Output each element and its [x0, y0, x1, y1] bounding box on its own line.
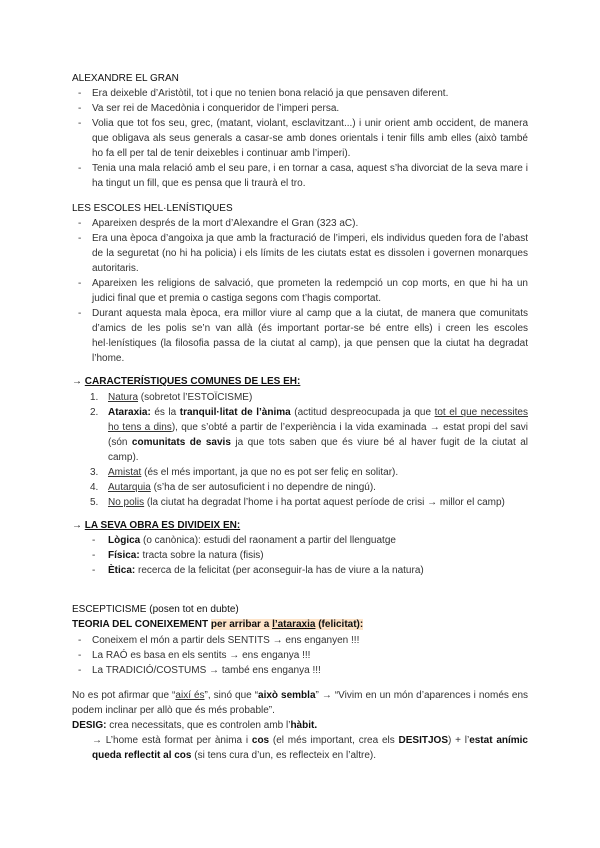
item-term: Natura: [108, 392, 139, 403]
item-text: ja que tots saben que és viure bé al haver fugit de la ciutat al camp).: [108, 437, 529, 463]
item-emphasis: tranquil·litat de l’ànima: [179, 407, 291, 418]
teoria-heading: [72, 617, 528, 632]
item-term: Ataraxia:: [108, 407, 151, 418]
list-item: [72, 495, 528, 510]
item-text: La TRADICIÓ/COSTUMS → també ens enganya !!!: [92, 665, 321, 676]
item-underline: tot el que necessites ho tens a dins: [108, 407, 528, 433]
section-title: LES ESCOLES HEL·LENÍSTIQUES: [72, 203, 233, 214]
item-text: (actitud despreocupada ja que: [290, 407, 435, 418]
section-obra: [72, 518, 528, 578]
item-text: recerca de la felicitat (per aconseguir-la has de viure a la natura): [135, 565, 424, 576]
numbered-list: [72, 390, 528, 510]
bullet-list: [72, 533, 528, 578]
list-item: [72, 216, 528, 231]
item-term: Ètica:: [108, 565, 136, 576]
list-item: [72, 276, 528, 306]
list-item: [72, 533, 528, 548]
item-text: (la ciutat ha degradat l’home i ha portat aquest període de crisi → millor el camp): [144, 497, 505, 508]
item-text: Va ser rei de Macedònia i conqueridor de l’imperi persa.: [92, 103, 340, 114]
item-text: Durant aquesta mala època, era millor viure al camp que a la ciutat, de manera que comunitats d’amics de les polis se’n van allà (és important portar-se bé entre ells) i creen les escoles hel·lenístiques (la filosofia passa de la ciutat al camp), ja que pensen que la ciutat ha degradat l’home.: [92, 308, 528, 364]
item-text: Era deixeble d’Aristòtil, tot i que no tenien bona relació ja que pensaven diferent.: [92, 88, 449, 99]
section-title: ALEXANDRE EL GRAN: [72, 73, 179, 84]
item-text: tracta sobre la natura (fisis): [139, 550, 264, 561]
item-text: Volia que tot fos seu, grec, (matant, violant, esclavitzant...) i unir orient amb occident, de manera que obligava als seus generals a casar-se amb dones orientals i tenir fills amb elles (això també ho fa ell per tal de tenir deixebles i continuar amb l’imperi).: [92, 118, 528, 159]
para-text: crea necessitats, que es controlen amb l’: [106, 720, 291, 731]
item-term: Autarquia: [108, 482, 151, 493]
para-text: → L’home està format per ànima i: [92, 735, 252, 746]
item-text: Coneixem el món a partir dels SENTITS → ens enganyen !!!: [92, 635, 360, 646]
list-item: [72, 480, 528, 495]
bullet-marker: -: [78, 118, 82, 129]
bullet-marker: -: [92, 550, 96, 561]
paragraph-desig: [72, 718, 528, 733]
section-title-text: LA SEVA OBRA ES DIVIDEIX EN:: [84, 520, 241, 531]
list-item: [72, 563, 528, 578]
item-text: La RAÓ es basa en els sentits → ens enganya !!!: [92, 650, 311, 661]
section-escoles: [72, 201, 528, 366]
para-underline: així és: [175, 690, 205, 701]
bullet-marker: -: [78, 88, 82, 99]
arrow-icon: →: [72, 376, 82, 387]
section-title-text: CARACTERÍSTIQUES COMUNES DE LES EH:: [84, 376, 301, 387]
section-alexandre: [72, 71, 528, 191]
bullet-marker: -: [78, 103, 82, 114]
para-text: No es pot afirmar que “: [72, 690, 176, 701]
highlighted-text: [211, 619, 363, 630]
para-emphasis: això sembla: [258, 690, 316, 701]
list-item: [72, 231, 528, 276]
section-title: ESCEPTICISME (posen tot en dubte): [72, 604, 239, 615]
item-number: 3.: [90, 467, 99, 478]
list-item: [72, 548, 528, 563]
para-text: ”, sinó que “: [204, 690, 259, 701]
item-text: (s’ha de ser autosuficient i no dependre de ningú).: [150, 482, 376, 493]
item-text: (o canònica): estudi del raonament a partir del llenguatge: [140, 535, 396, 546]
list-item: [72, 465, 528, 480]
bullet-marker: -: [78, 665, 82, 676]
item-text: (sobretot l’ESTOÏCISME): [138, 392, 253, 403]
para-emphasis: hàbit.: [290, 720, 318, 731]
item-text: Apareixen després de la mort d’Alexandre el Gran (323 aC).: [92, 218, 359, 229]
bullet-marker: -: [78, 163, 82, 174]
list-item: [72, 405, 528, 465]
para-text: (el més important, crea els: [269, 735, 399, 746]
paragraph-home: [92, 733, 528, 763]
bullet-marker: -: [78, 650, 82, 661]
item-text: (és el més important, ja que no es pot ser feliç en solitar).: [141, 467, 399, 478]
section-caracteristiques: [72, 374, 528, 510]
item-text: Tenia una mala relació amb el seu pare, i en tornar a casa, aquest s’ha divorciat de la seva mare i ha tingut un fill, que es pensa que li traurà el tro.: [92, 163, 528, 189]
highlight-part: per arribar a: [210, 619, 273, 630]
list-item: [72, 116, 528, 161]
document-body: [72, 71, 528, 763]
item-term: Física:: [108, 550, 140, 561]
item-emphasis: comunitats de savis: [131, 437, 231, 448]
item-number: 1.: [90, 392, 99, 403]
paragraph-afirmar: [72, 688, 528, 718]
section-title: [72, 518, 528, 533]
list-item: [72, 161, 528, 191]
arrow-icon: →: [72, 520, 82, 531]
item-number: 2.: [90, 407, 99, 418]
item-text: Era una època d’angoixa ja que amb la fracturació de l’imperi, els individus queden fora de l’abast de la seguretat (no hi ha policia) i els límits de les ciutats estat es dissolen i governen monarques autoritaris.: [92, 233, 528, 274]
item-number: 4.: [90, 482, 99, 493]
list-item: [72, 633, 528, 648]
item-text: Apareixen les religions de salvació, que prometen la redempció un cop morts, en que hi ha un judici final que et premia o castiga segons com t’hagis comportat.: [92, 278, 528, 304]
item-number: 5.: [90, 497, 99, 508]
item-text: és la: [150, 407, 180, 418]
list-item: [72, 86, 528, 101]
list-item: [72, 648, 528, 663]
bullet-marker: -: [78, 218, 82, 229]
bullet-list: [72, 86, 528, 191]
list-item: [72, 306, 528, 366]
section-title: [72, 374, 528, 389]
item-term: No polis: [108, 497, 145, 508]
item-term: Amistat: [108, 467, 142, 478]
bullet-list: [72, 633, 528, 678]
para-emphasis: estat anímic queda reflectit al cos: [92, 735, 528, 761]
bullet-marker: -: [78, 635, 82, 646]
bullet-marker: -: [78, 233, 82, 244]
para-emphasis: cos: [251, 735, 270, 746]
list-item: [72, 663, 528, 678]
para-text: (si tens cura d’un, es reflecteix en l’altre).: [191, 750, 377, 761]
para-emphasis: DESITJOS: [398, 735, 448, 746]
para-text: ” → “Vivim en un món d’aparences i només ens podem inclinar per allò que és més probable”.: [72, 690, 529, 716]
bullet-marker: -: [92, 565, 96, 576]
para-text: ) + l’: [448, 735, 470, 746]
bullet-marker: -: [92, 535, 96, 546]
highlight-part: (felicitat):: [315, 619, 364, 630]
bullet-marker: -: [78, 278, 82, 289]
para-label: DESIG:: [72, 720, 107, 731]
list-item: [72, 101, 528, 116]
highlight-underline: l’ataraxia: [272, 619, 316, 630]
teoria-label: TEORIA DEL CONEIXEMENT: [72, 619, 209, 630]
bullet-marker: -: [78, 308, 82, 319]
bullet-list: [72, 216, 528, 366]
item-term: Lògica: [108, 535, 141, 546]
item-text: ), que s’obté a partir de l’experiència i la vida examinada → estat propi del savi (són: [108, 422, 529, 448]
list-item: [72, 390, 528, 405]
section-escepticisme: [72, 602, 528, 763]
